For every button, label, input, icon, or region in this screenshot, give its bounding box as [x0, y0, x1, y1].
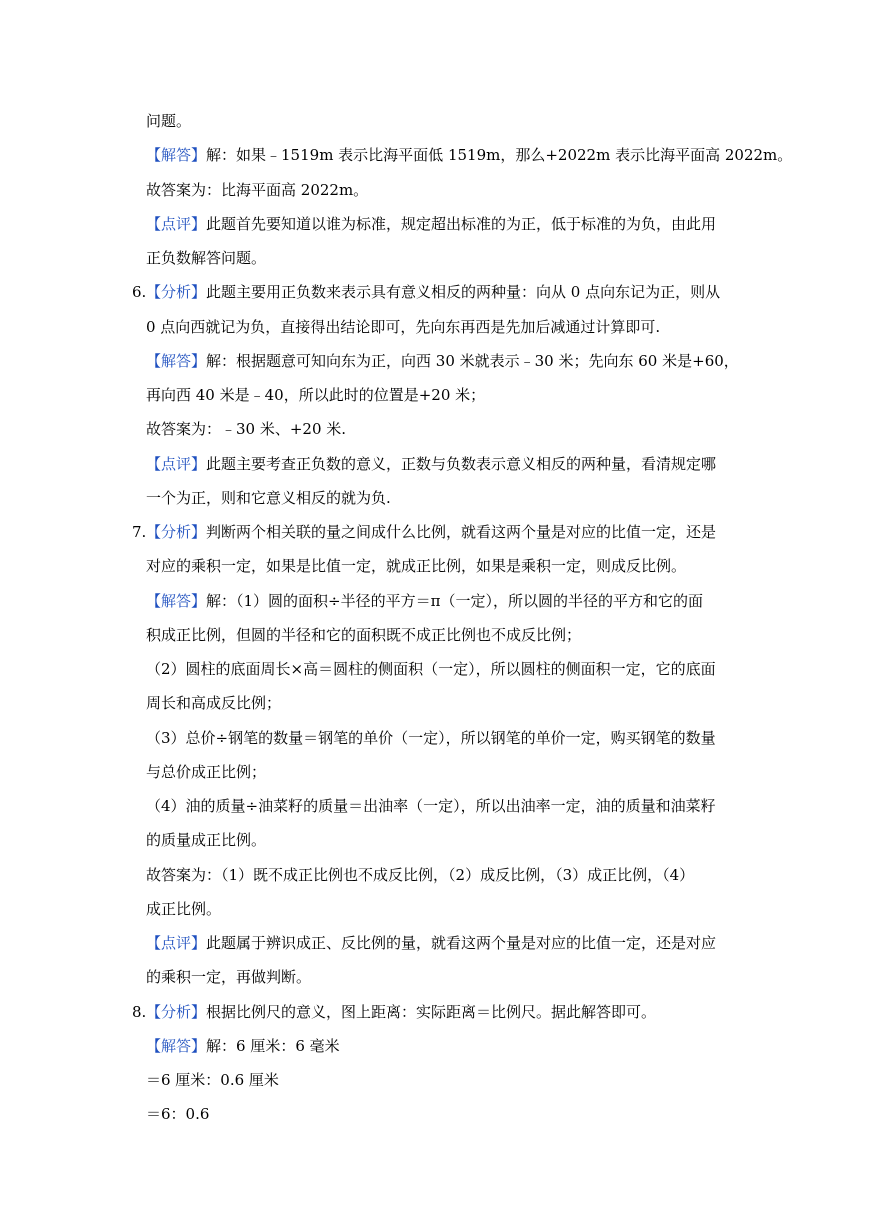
text-line: 问题。	[146, 112, 192, 130]
analysis-text: 判断两个相关联的量之间成什么比例，就看这两个量是对应的比值一定，还是	[206, 523, 717, 541]
text-line: 再向西 40 米是﹣40，所以此时的位置是+20 米；	[146, 386, 486, 404]
text-line	[146, 591, 703, 611]
text-line: 积成正比例，但圆的半径和它的面积既不成正比例也不成反比例；	[146, 626, 582, 644]
question-number: 8.	[132, 1003, 147, 1021]
text-line: 对应的乘积一定，如果是比值一定，就成正比例，如果是乘积一定，则成反比例。	[146, 557, 687, 575]
text-line	[146, 145, 792, 165]
comment-tag: 【点评】	[146, 215, 207, 233]
comment-text: 此题首先要知道以谁为标准，规定超出标准的为正，低于标准的为负，由此用	[206, 215, 717, 233]
text-line	[146, 282, 720, 302]
analysis-text: 根据比例尺的意义，图上距离：实际距离＝比例尺。据此解答即可。	[206, 1003, 657, 1021]
answer-text: 解：如果﹣1519m 表示比海平面低 1519m，那么+2022m 表示比海平面高 2022m。	[206, 146, 793, 164]
text-line: 正负数解答问题。	[146, 249, 267, 267]
question-number: 6.	[132, 283, 147, 301]
text-line	[146, 1002, 656, 1022]
text-line	[146, 1036, 340, 1056]
answer-tag: 【解答】	[146, 352, 207, 370]
text-line: 的乘积一定，再做判断。	[146, 968, 312, 986]
text-line: 周长和高成反比例；	[146, 694, 282, 712]
text-line: （3）总价÷钢笔的数量＝钢笔的单价（一定），所以钢笔的单价一定，购买钢笔的数量	[146, 729, 716, 747]
text-line: 故答案为：﹣30 米、+20 米.	[146, 420, 347, 438]
answer-text: 解：6 厘米：6 毫米	[206, 1037, 340, 1055]
text-line: 的质量成正比例。	[146, 831, 267, 849]
text-line	[146, 454, 716, 474]
text-line: 成正比例。	[146, 900, 222, 918]
analysis-text: 此题主要用正负数来表示具有意义相反的两种量：向从 0 点向东记为正，则从	[206, 283, 721, 301]
text-line	[146, 933, 716, 953]
text-line: 故答案为：比海平面高 2022m。	[146, 181, 369, 199]
comment-text: 此题属于辨识成正、反比例的量，就看这两个量是对应的比值一定，还是对应	[206, 934, 717, 952]
text-line: ＝6 厘米：0.6 厘米	[146, 1071, 279, 1089]
analysis-tag: 【分析】	[146, 523, 207, 541]
comment-tag: 【点评】	[146, 934, 207, 952]
text-line	[146, 214, 716, 234]
text-line	[146, 351, 739, 371]
comment-tag: 【点评】	[146, 455, 207, 473]
analysis-tag: 【分析】	[146, 1003, 207, 1021]
text-line: 一个为正，则和它意义相反的就为负.	[146, 489, 391, 507]
question-number: 7.	[132, 523, 147, 541]
text-line	[146, 522, 716, 542]
answer-tag: 【解答】	[146, 1037, 207, 1055]
analysis-tag: 【分析】	[146, 283, 207, 301]
text-line: （4）油的质量÷油菜籽的质量＝出油率（一定），所以出油率一定，油的质量和油菜籽	[146, 797, 716, 815]
comment-text: 此题主要考查正负数的意义，正数与负数表示意义相反的两种量，看清规定哪	[206, 455, 717, 473]
text-line: 0 点向西就记为负，直接得出结论即可，先向东再西是先加后减通过计算即可.	[146, 318, 661, 336]
answer-tag: 【解答】	[146, 146, 207, 164]
answer-tag: 【解答】	[146, 592, 207, 610]
answer-text: 解：根据题意可知向东为正，向西 30 米就表示﹣30 米；先向东 60 米是+60，	[206, 352, 739, 370]
text-line: 与总价成正比例；	[146, 763, 267, 781]
text-line: ＝6：0.6	[146, 1105, 210, 1123]
text-line: （2）圆柱的底面周长×高＝圆柱的侧面积（一定），所以圆柱的侧面积一定，它的底面	[146, 660, 716, 678]
answer-text: 解：（1）圆的面积÷半径的平方＝π（一定），所以圆的半径的平方和它的面	[206, 592, 703, 610]
text-line: 故答案为：（1）既不成正比例也不成反比例，（2）成反比例，（3）成正比例，（4）	[146, 866, 695, 884]
